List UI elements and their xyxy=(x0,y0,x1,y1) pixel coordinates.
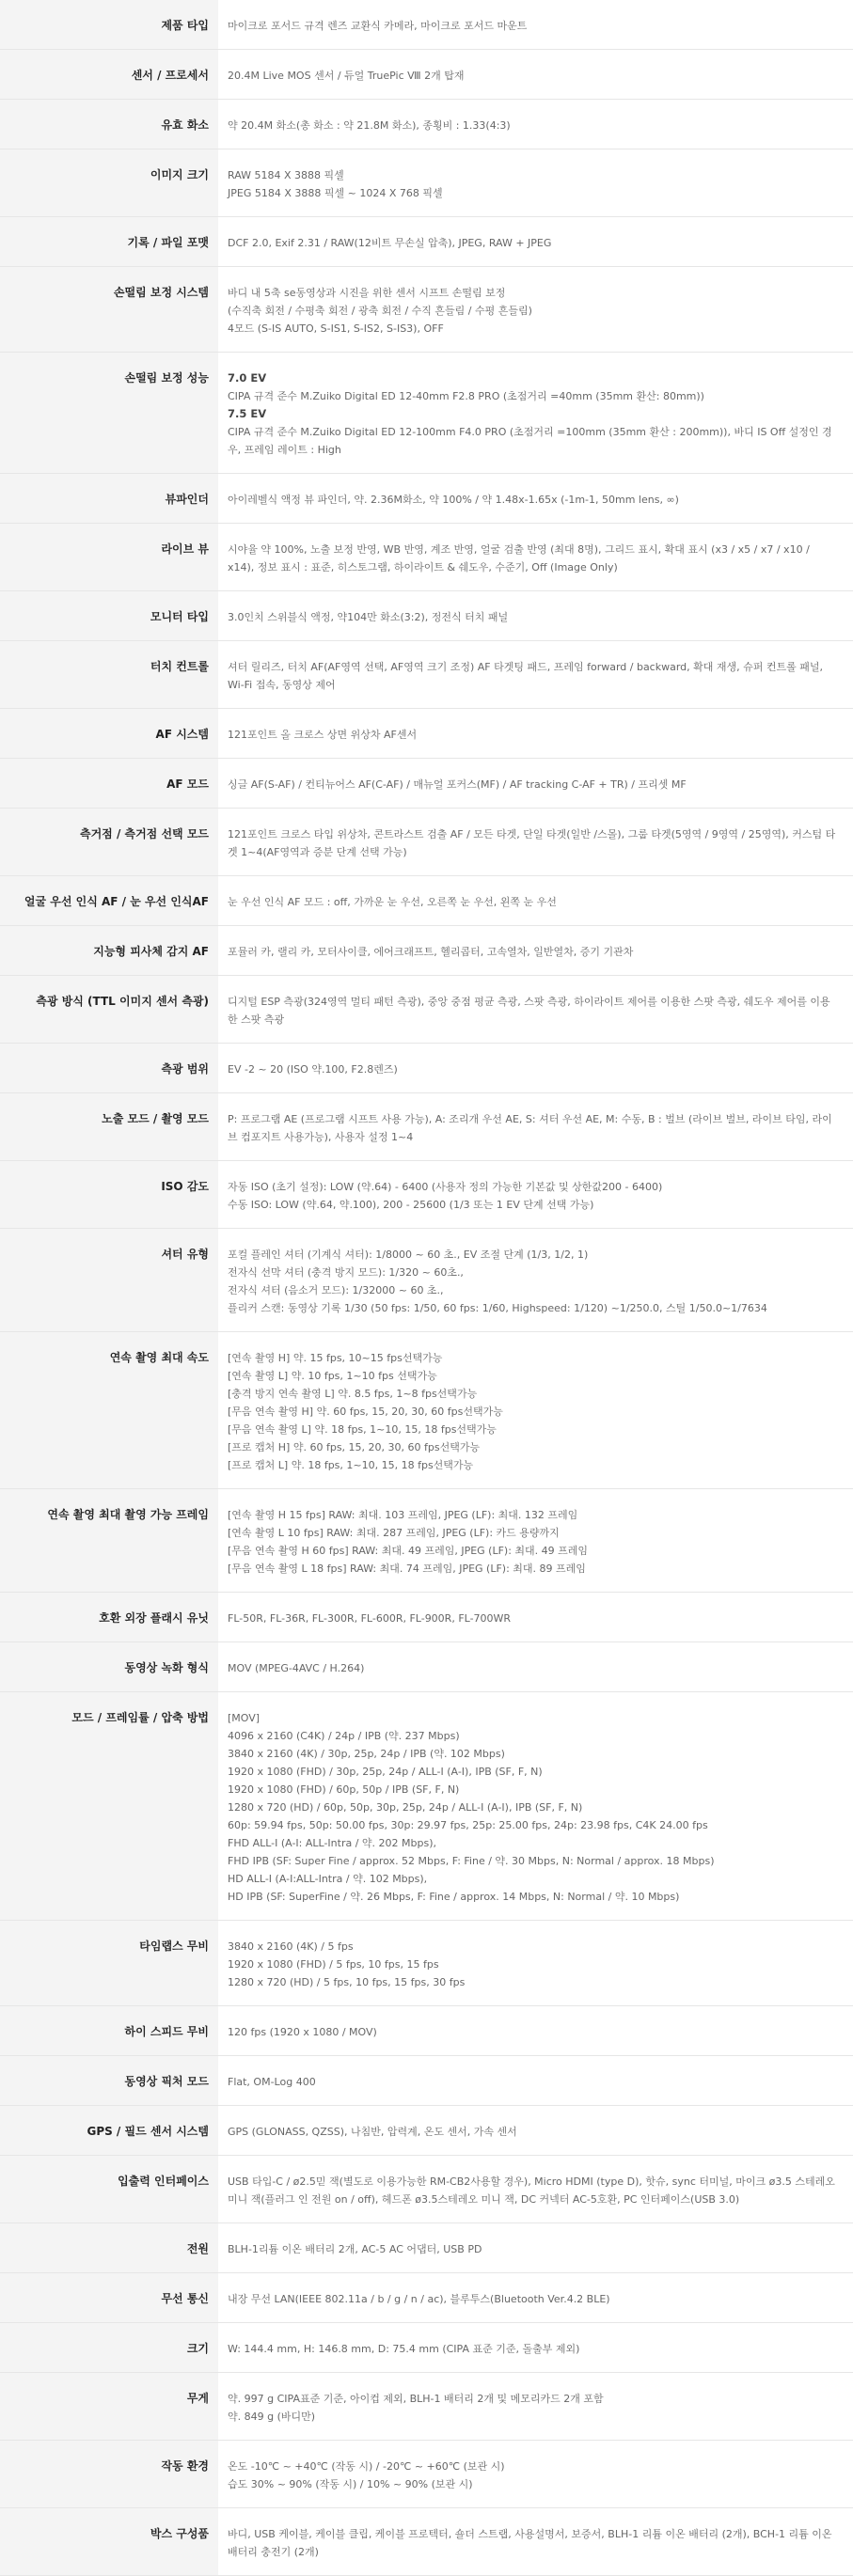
spec-row xyxy=(0,1489,853,1593)
spec-value xyxy=(218,0,853,50)
spec-value-line: 4모드 (S-IS AUTO, S-IS1, S-IS2, S-IS3), OFF xyxy=(228,322,444,335)
spec-row xyxy=(0,2273,853,2323)
spec-value-line: 1920 x 1080 (FHD) / 5 fps, 10 fps, 15 fps xyxy=(228,1958,439,1971)
spec-value-line: MOV (MPEG-4AVC / H.264) xyxy=(228,1662,365,1674)
spec-value-line: BLH-1리튬 이온 배터리 2개, AC-5 AC 어댑터, USB PD xyxy=(228,2243,482,2255)
spec-row xyxy=(0,1093,853,1161)
spec-value-line: HD ALL-I (A-I:ALL-Intra / 약. 102 Mbps), xyxy=(228,1873,428,1885)
spec-label: 무게 xyxy=(0,2373,218,2441)
spec-row xyxy=(0,809,853,876)
spec-value-line: [무음 연속 촬영 L 18 fps] RAW: 최대. 74 프레임, JPEG (LF): 최대. 89 프레임 xyxy=(228,1563,586,1575)
spec-label: 손떨림 보정 시스템 xyxy=(0,267,218,353)
spec-value-line: 포컬 플레인 셔터 (기계식 셔터): 1/8000 ~ 60 초., EV 조절 단계 (1/3, 1/2, 1) xyxy=(228,1249,589,1261)
spec-value-line: 바디 내 5축 se동영상과 시진을 위한 센서 시프트 손떨림 보정 xyxy=(228,287,506,299)
spec-value-line: [충격 방지 연속 촬영 L] 약. 8.5 fps, 1~8 fps선택가능 xyxy=(228,1388,478,1400)
spec-value-line: 바디, USB 케이블, 케이블 클립, 케이블 프로텍터, 숄더 스트랩, 사용설명서, 보증서, BLH-1 리튬 이온 배터리 (2개), BCH-1 리튬 이온 배터리 충전기 (2개) xyxy=(228,2528,832,2558)
spec-value xyxy=(218,876,853,926)
spec-label: 라이브 뷰 xyxy=(0,524,218,591)
spec-value-line: HD IPB (SF: SuperFine / 약. 26 Mbps, F: Fine / approx. 14 Mbps, N: Normal / 약. 10 Mbps) xyxy=(228,1891,680,1903)
spec-value-line: 마이크로 포서드 규격 렌즈 교환식 카메라, 마이크로 포서드 마운트 xyxy=(228,20,528,32)
spec-value-line: [프로 캡처 L] 약. 18 fps, 1~10, 15, 18 fps선택가능 xyxy=(228,1459,474,1471)
spec-value-line: 3840 x 2160 (4K) / 30p, 25p, 24p / IPB (약. 102 Mbps) xyxy=(228,1748,505,1760)
spec-value-line: 플리커 스캔: 동영상 기록 1/30 (50 fps: 1/50, 60 fps: 1/60, Highspeed: 1/120) ~1/250.0, 스틸 1/50.0~1/7634 xyxy=(228,1302,767,1314)
spec-value xyxy=(218,1642,853,1692)
spec-value xyxy=(218,1921,853,2006)
spec-row xyxy=(0,1161,853,1229)
spec-row xyxy=(0,1692,853,1921)
spec-value xyxy=(218,2056,853,2106)
spec-label: 뷰파인더 xyxy=(0,474,218,524)
spec-value-line: W: 144.4 mm, H: 146.8 mm, D: 75.4 mm (CIPA 표준 기준, 돌출부 제외) xyxy=(228,2343,580,2355)
spec-label: 연속 촬영 최대 촬영 가능 프레임 xyxy=(0,1489,218,1593)
spec-label: ISO 감도 xyxy=(0,1161,218,1229)
spec-row xyxy=(0,149,853,217)
spec-value-line: FHD ALL-I (A-I: ALL-Intra / 약. 202 Mbps), xyxy=(228,1837,436,1849)
spec-row xyxy=(0,2156,853,2223)
spec-label: 호환 외장 플래시 유닛 xyxy=(0,1593,218,1642)
spec-value xyxy=(218,1161,853,1229)
spec-label: 모드 / 프레임률 / 압축 방법 xyxy=(0,1692,218,1921)
spec-label: 손떨림 보정 성능 xyxy=(0,353,218,474)
spec-row xyxy=(0,2323,853,2373)
spec-value xyxy=(218,2106,853,2156)
spec-label: 작동 환경 xyxy=(0,2441,218,2508)
spec-value xyxy=(218,1489,853,1593)
spec-value-heading: 7.0 EV xyxy=(228,371,267,385)
spec-label: 연속 촬영 최대 속도 xyxy=(0,1332,218,1489)
spec-value-line: 온도 -10℃ ~ +40℃ (작동 시) / -20℃ ~ +60℃ (보관 시) xyxy=(228,2460,505,2473)
spec-value-line: FL-50R, FL-36R, FL-300R, FL-600R, FL-900R, FL-700WR xyxy=(228,1612,512,1625)
spec-row xyxy=(0,217,853,267)
spec-value-line: 전자식 선막 셔터 (충격 방지 모드): 1/320 ~ 60초., xyxy=(228,1266,464,1279)
spec-label: 측거점 / 측거점 선택 모드 xyxy=(0,809,218,876)
spec-value-line: (수직축 회전 / 수평축 회전 / 광축 회전 / 수직 흔들림 / 수평 흔들림) xyxy=(228,305,532,317)
spec-label: 제품 타입 xyxy=(0,0,218,50)
spec-row xyxy=(0,2508,853,2576)
spec-value-line: GPS (GLONASS, QZSS), 나침반, 압력계, 온도 센서, 가속 센서 xyxy=(228,2126,517,2138)
spec-value-line: 싱글 AF(S-AF) / 컨티뉴어스 AF(C-AF) / 매뉴얼 포커스(MF) / AF tracking C-AF + TR) / 프리셋 MF xyxy=(228,778,687,791)
spec-value xyxy=(218,2223,853,2273)
spec-value xyxy=(218,926,853,976)
spec-label: 셔터 유형 xyxy=(0,1229,218,1332)
spec-value xyxy=(218,2373,853,2441)
spec-row xyxy=(0,0,853,50)
spec-value xyxy=(218,217,853,267)
spec-value xyxy=(218,1044,853,1093)
spec-value xyxy=(218,1229,853,1332)
spec-value xyxy=(218,100,853,149)
spec-value-line: 1280 x 720 (HD) / 60p, 50p, 30p, 25p, 24p / ALL-I (A-I), IPB (SF, F, N) xyxy=(228,1801,583,1814)
spec-row xyxy=(0,2106,853,2156)
spec-value xyxy=(218,2006,853,2056)
spec-value-line: [무음 연속 촬영 H] 약. 60 fps, 15, 20, 30, 60 fps선택가능 xyxy=(228,1406,503,1418)
spec-value-line: 자동 ISO (초기 설정): LOW (약.64) - 6400 (사용자 정의 가능한 기본값 및 상한값200 - 6400) xyxy=(228,1181,663,1193)
spec-value-line: 60p: 59.94 fps, 50p: 50.00 fps, 30p: 29.97 fps, 25p: 25.00 fps, 24p: 23.98 fps, C4K 24.00 fps xyxy=(228,1819,708,1831)
spec-value-line: 3.0인치 스위블식 액정, 약104만 화소(3:2), 정전식 터치 패널 xyxy=(228,611,509,623)
spec-row xyxy=(0,759,853,809)
spec-label: 모니터 타입 xyxy=(0,591,218,641)
spec-row xyxy=(0,709,853,759)
spec-value xyxy=(218,353,853,474)
spec-label: 측광 범위 xyxy=(0,1044,218,1093)
spec-row xyxy=(0,2006,853,2056)
spec-label: 측광 방식 (TTL 이미지 센서 측광) xyxy=(0,976,218,1044)
spec-value xyxy=(218,591,853,641)
spec-value-line: 약. 997 g CIPA표준 기준, 아이컵 제외, BLH-1 배터리 2개 및 메모리카드 2개 포함 xyxy=(228,2393,604,2405)
spec-value-line: [연속 촬영 L 10 fps] RAW: 최대. 287 프레임, JPEG (LF): 카드 용량까지 xyxy=(228,1527,560,1539)
spec-value-line: 셔터 릴리즈, 터치 AF(AF영역 선택, AF영역 크기 조정) AF 타겟팅 패드, 프레임 forward / backward, 확대 재생, 슈퍼 컨트롤 패널, Wi-Fi 접속, 동영상 제어 xyxy=(228,661,824,691)
spec-row xyxy=(0,1593,853,1642)
spec-value xyxy=(218,2323,853,2373)
spec-value-line: DCF 2.0, Exif 2.31 / RAW(12비트 무손실 압축), JPEG, RAW + JPEG xyxy=(228,237,552,249)
spec-value-line: 전자식 셔터 (음소거 모드): 1/32000 ~ 60 초., xyxy=(228,1284,444,1296)
spec-value-line: 디지털 ESP 측광(324영역 멀티 패턴 측광), 중앙 중점 평균 측광, 스팟 측광, 하이라이트 제어를 이용한 스팟 측광, 쉐도우 제어를 이용한 스팟 측광 xyxy=(228,996,830,1026)
spec-row xyxy=(0,926,853,976)
spec-value-line: 4096 x 2160 (C4K) / 24p / IPB (약. 237 Mbps) xyxy=(228,1730,460,1742)
spec-label: GPS / 필드 센서 시스템 xyxy=(0,2106,218,2156)
spec-label: 노출 모드 / 촬영 모드 xyxy=(0,1093,218,1161)
spec-value xyxy=(218,524,853,591)
spec-value-line: [무음 연속 촬영 L] 약. 18 fps, 1~10, 15, 18 fps선택가능 xyxy=(228,1423,497,1436)
spec-value-line: [연속 촬영 H 15 fps] RAW: 최대. 103 프레임, JPEG (LF): 최대. 132 프레임 xyxy=(228,1509,578,1521)
spec-value-line: FHD IPB (SF: Super Fine / approx. 52 Mbps, F: Fine / 약. 30 Mbps, N: Normal / approx. 18 Mbps) xyxy=(228,1855,715,1867)
spec-value xyxy=(218,2156,853,2223)
spec-value-line: 1920 x 1080 (FHD) / 60p, 50p / IPB (SF, F, N) xyxy=(228,1783,460,1796)
spec-row xyxy=(0,2441,853,2508)
spec-value xyxy=(218,267,853,353)
spec-value-line: 1920 x 1080 (FHD) / 30p, 25p, 24p / ALL-I (A-I), IPB (SF, F, N) xyxy=(228,1766,543,1778)
spec-value xyxy=(218,2441,853,2508)
spec-label: 센서 / 프로세서 xyxy=(0,50,218,100)
spec-value xyxy=(218,976,853,1044)
spec-value-heading: 7.5 EV xyxy=(228,407,267,420)
spec-value-line: 시야율 약 100%, 노출 보정 반영, WB 반영, 계조 반영, 얼굴 검출 반영 (최대 8명), 그리드 표시, 확대 표시 (x3 / x5 / x7 / x10 / x14), 정보 표시 : 표준, 히스토그램, 하이라이트 & 쉐도우, 수준기, Off (Image Only) xyxy=(228,543,810,573)
spec-label: 무선 통신 xyxy=(0,2273,218,2323)
spec-row xyxy=(0,1332,853,1489)
spec-row xyxy=(0,2056,853,2106)
spec-label: 하이 스피드 무비 xyxy=(0,2006,218,2056)
spec-value-line: 20.4M Live MOS 센서 / 듀얼 TruePic Ⅷ 2개 탑재 xyxy=(228,70,465,82)
spec-value-line: 습도 30% ~ 90% (작동 시) / 10% ~ 90% (보관 시) xyxy=(228,2478,473,2490)
spec-value-line: 120 fps (1920 x 1080 / MOV) xyxy=(228,2026,377,2038)
spec-value-line: 눈 우선 인식 AF 모드 : off, 가까운 눈 우선, 오른쪽 눈 우선, 왼쪽 눈 우선 xyxy=(228,896,557,908)
spec-value-line: EV -2 ~ 20 (ISO 약.100, F2.8렌즈) xyxy=(228,1063,398,1076)
spec-value-line: 약 20.4M 화소(총 화소 : 약 21.8M 화소), 종횡비 : 1.33(4:3) xyxy=(228,119,511,132)
spec-value xyxy=(218,50,853,100)
spec-row xyxy=(0,353,853,474)
spec-value xyxy=(218,1593,853,1642)
spec-value-line: 포뮬러 카, 랠리 카, 모터사이클, 에어크래프트, 헬리콥터, 고속열차, 일반열차, 증기 기관차 xyxy=(228,946,634,958)
spec-row xyxy=(0,976,853,1044)
spec-label: 기록 / 파일 포맷 xyxy=(0,217,218,267)
spec-value-line: USB 타입-C / ø2.5믿 잭(별도로 이용가능한 RM-CB2사용할 경우), Micro HDMI (type D), 핫슈, sync 터미널, 마이크 ø3.5 스테레오 미니 잭(플러그 인 전원 on / off), 헤드폰 ø3.5스테레오 미니 잭, DC 커넥터 AC-5호환, PC 인터페이스(USB 3.0) xyxy=(228,2175,835,2206)
spec-row xyxy=(0,591,853,641)
spec-row xyxy=(0,1921,853,2006)
spec-label: 지능형 피사체 감지 AF xyxy=(0,926,218,976)
spec-value xyxy=(218,2273,853,2323)
spec-value xyxy=(218,641,853,709)
spec-value xyxy=(218,1093,853,1161)
spec-label: 전원 xyxy=(0,2223,218,2273)
spec-label: 타임랩스 무비 xyxy=(0,1921,218,2006)
spec-value-line: [프로 캡처 H] 약. 60 fps, 15, 20, 30, 60 fps선택가능 xyxy=(228,1441,481,1453)
spec-value-line: 약. 849 g (바디만) xyxy=(228,2411,316,2423)
spec-value-line: 내장 무선 LAN(IEEE 802.11a / b / g / n / ac), 블루투스(Bluetooth Ver.4.2 BLE) xyxy=(228,2293,610,2305)
spec-label: 동영상 녹화 형식 xyxy=(0,1642,218,1692)
spec-value xyxy=(218,149,853,217)
spec-row xyxy=(0,474,853,524)
spec-row xyxy=(0,2223,853,2273)
spec-row xyxy=(0,50,853,100)
spec-label: 얼굴 우선 인식 AF / 눈 우선 인식AF xyxy=(0,876,218,926)
spec-row xyxy=(0,876,853,926)
spec-label: 동영상 픽처 모드 xyxy=(0,2056,218,2106)
spec-row xyxy=(0,524,853,591)
spec-row xyxy=(0,100,853,149)
spec-label: 입출력 인터페이스 xyxy=(0,2156,218,2223)
spec-value-line: [무음 연속 촬영 H 60 fps] RAW: 최대. 49 프레임, JPEG (LF): 최대. 49 프레임 xyxy=(228,1545,589,1557)
spec-value-line: RAW 5184 X 3888 픽셀 xyxy=(228,169,344,181)
spec-row xyxy=(0,1044,853,1093)
spec-value xyxy=(218,474,853,524)
spec-value-line: 3840 x 2160 (4K) / 5 fps xyxy=(228,1940,354,1953)
spec-row xyxy=(0,267,853,353)
spec-label: 터치 컨트롤 xyxy=(0,641,218,709)
spec-value-line: CIPA 규격 준수 M.Zuiko Digital ED 12-40mm F2.8 PRO (초점거리 =40mm (35mm 환산: 80mm)) xyxy=(228,390,704,402)
spec-value-line: 수동 ISO: LOW (약.64, 약.100), 200 - 25600 (1/3 또는 1 EV 단계 선택 가능) xyxy=(228,1199,594,1211)
spec-label: 박스 구성품 xyxy=(0,2508,218,2576)
spec-value xyxy=(218,1692,853,1921)
spec-value-line: 아이레벨식 액정 뷰 파인더, 약. 2.36M화소, 약 100% / 약 1.48x-1.65x (-1m-1, 50mm lens, ∞) xyxy=(228,494,679,506)
spec-row xyxy=(0,1229,853,1332)
spec-label: AF 모드 xyxy=(0,759,218,809)
spec-value-line: CIPA 규격 준수 M.Zuiko Digital ED 12-100mm F4.0 PRO (초점거리 =100mm (35mm 환산 : 200mm)), 바디 IS Off 설정인 경우, 프레임 레이트 : High xyxy=(228,426,832,456)
spec-value xyxy=(218,2508,853,2576)
spec-value-line: [MOV] xyxy=(228,1712,261,1724)
spec-value xyxy=(218,1332,853,1489)
spec-value xyxy=(218,759,853,809)
spec-value-line: 121포인트 크로스 타입 위상차, 콘트라스트 검출 AF / 모든 타겟, 단일 타겟(일반 /스몰), 그룹 타겟(5영역 / 9영역 / 25영역), 커스텀 타겟 1~4(AF영역과 증분 단계 선택 가능) xyxy=(228,828,836,858)
spec-value-line: 121포인트 올 크로스 상면 위상차 AF센서 xyxy=(228,729,418,741)
spec-row xyxy=(0,2373,853,2441)
spec-value-line: [연속 촬영 L] 약. 10 fps, 1~10 fps 선택가능 xyxy=(228,1370,437,1382)
spec-value xyxy=(218,809,853,876)
spec-value-line: 1280 x 720 (HD) / 5 fps, 10 fps, 15 fps, 30 fps xyxy=(228,1976,466,1988)
spec-label: 이미지 크기 xyxy=(0,149,218,217)
spec-value-line: [연속 촬영 H] 약. 15 fps, 10~15 fps선택가능 xyxy=(228,1352,443,1364)
spec-value-line: Flat, OM-Log 400 xyxy=(228,2076,316,2088)
spec-row xyxy=(0,641,853,709)
spec-value-line: P: 프로그램 AE (프로그램 시프트 사용 가능), A: 조리개 우선 AE, S: 셔터 우선 AE, M: 수동, B : 벌브 (라이브 벌브, 라이브 타임, 라이브 컴포지트 사용가능), 사용자 설정 1~4 xyxy=(228,1113,832,1143)
spec-label: 크기 xyxy=(0,2323,218,2373)
spec-label: 유효 화소 xyxy=(0,100,218,149)
spec-label: AF 시스템 xyxy=(0,709,218,759)
spec-value xyxy=(218,709,853,759)
spec-row xyxy=(0,1642,853,1692)
spec-value-line: JPEG 5184 X 3888 픽셀 ~ 1024 X 768 픽셀 xyxy=(228,187,443,199)
